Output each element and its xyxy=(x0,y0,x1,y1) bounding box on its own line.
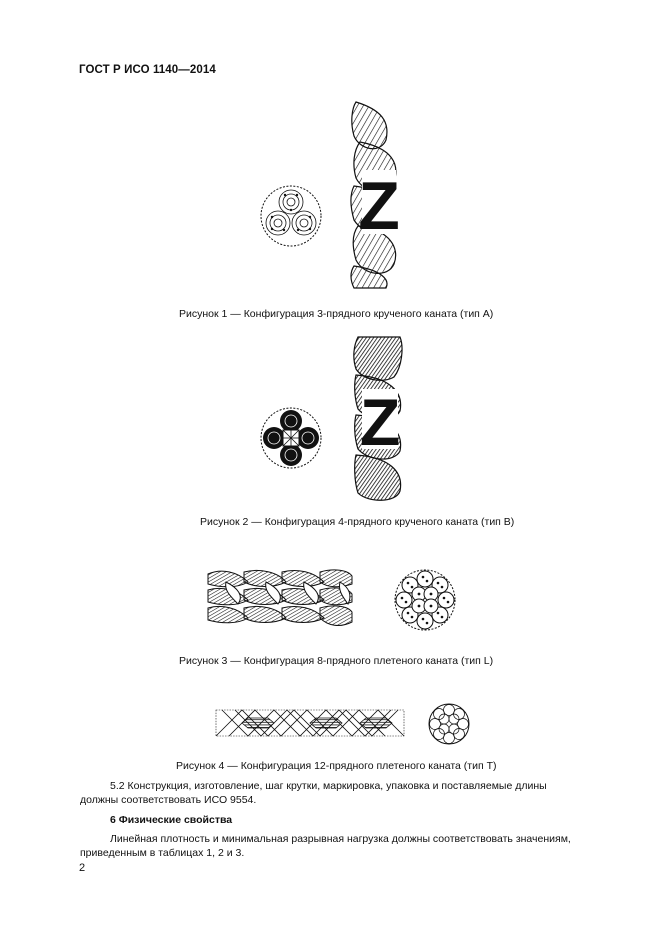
figure-2-rope-view xyxy=(348,337,410,503)
section-6-line-1: Линейная плотность и минимальная разрывная нагрузка должны соответствовать значениям, xyxy=(110,833,571,845)
figure-2-caption: Рисунок 2 — Конфигурация 4-прядного крученого каната (тип В) xyxy=(200,516,515,528)
figure-1-lay-letter: Z xyxy=(358,168,400,244)
clause-5-2-line-1: 5.2 Конструкция, изготовление, шаг крутки, маркировка, упаковка и поставляемые длины xyxy=(110,780,547,792)
document-header: ГОСТ Р ИСО 1140—2014 xyxy=(79,64,216,76)
figure-4-rope-view xyxy=(216,708,404,738)
figure-1-rope-view xyxy=(342,102,412,288)
figure-1-cross-section xyxy=(258,183,324,249)
figure-3-caption: Рисунок 3 — Конфигурация 8-прядного плетеного каната (тип L) xyxy=(179,655,494,667)
section-6-heading: 6 Физические свойства xyxy=(110,814,233,826)
clause-5-2 xyxy=(80,780,610,807)
figure-2-cross-section xyxy=(258,405,324,471)
figure-4-caption: Рисунок 4 — Конфигурация 12-прядного плетеного каната (тип Т) xyxy=(176,760,497,772)
clause-5-2-line-2: должны соответствовать ИСО 9554. xyxy=(80,793,257,806)
section-6-line-2: приведенным в таблицах 1, 2 и 3. xyxy=(80,846,245,859)
figure-3-cross-section xyxy=(392,567,458,633)
figure-3-rope-view xyxy=(208,568,352,630)
figure-1-caption: Рисунок 1 — Конфигурация 3-прядного крученого каната (тип А) xyxy=(179,308,494,320)
figure-4-cross-section xyxy=(427,702,471,746)
section-6-paragraph xyxy=(80,833,610,860)
page-number: 2 xyxy=(79,862,86,874)
figure-2-lay-letter: Z xyxy=(359,385,401,459)
